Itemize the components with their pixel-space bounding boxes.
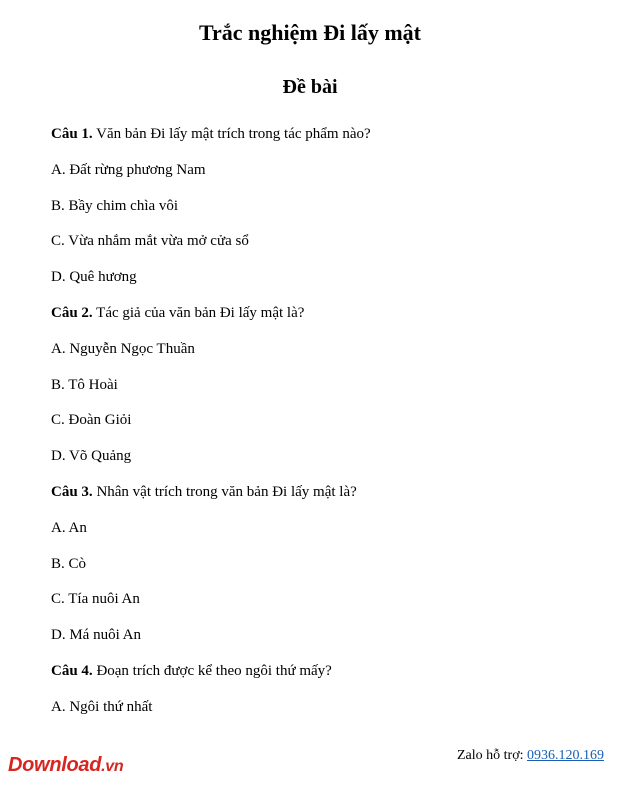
question-text: Đoạn trích được kể theo ngôi thứ mấy? <box>92 662 332 679</box>
option-3a: A. An <box>51 519 87 536</box>
question-list <box>51 124 601 733</box>
logo-tld-text: .vn <box>101 758 124 775</box>
question-2 <box>51 303 601 323</box>
option-1b: B. Bầy chim chìa vôi <box>51 197 179 214</box>
question-label: Câu 3. <box>51 483 93 500</box>
question-text: Tác giả của văn bản Đi lấy mật là? <box>92 304 305 321</box>
option-3d: D. Má nuôi An <box>51 627 141 644</box>
question-4 <box>51 661 601 681</box>
option-1c: C. Vừa nhắm mắt vừa mở cửa sổ <box>51 233 249 250</box>
option-2b: B. Tô Hoài <box>51 376 118 393</box>
option-1a: A. Đất rừng phương Nam <box>51 161 206 178</box>
option-1d: D. Quê hương <box>51 269 137 286</box>
question-text: Văn bản Đi lấy mật trích trong tác phẩm nào? <box>92 126 371 142</box>
question-1 <box>51 124 601 144</box>
question-label: Câu 2. <box>51 304 93 321</box>
option-2a: A. Nguyễn Ngọc Thuần <box>51 340 195 357</box>
question-text: Nhân vật trích trong văn bản Đi lấy mật là? <box>92 483 357 500</box>
option-4a: A. Ngôi thứ nhất <box>51 698 153 715</box>
question-label: Câu 1. <box>51 126 93 142</box>
question-3 <box>51 482 601 502</box>
logo-main-text: Download <box>8 754 102 776</box>
section-heading: Đề bài <box>282 76 338 98</box>
option-3c: C. Tía nuôi An <box>51 591 140 608</box>
zalo-support <box>457 746 604 766</box>
option-2d: D. Võ Quảng <box>51 448 132 465</box>
zalo-phone-link[interactable]: 0936.120.169 <box>527 748 604 763</box>
option-2c: C. Đoàn Giỏi <box>51 412 132 429</box>
zalo-label: Zalo hỗ trợ: <box>457 748 527 763</box>
page-title: Trắc nghiệm Đi lấy mật <box>198 20 421 45</box>
option-3b: B. Cò <box>51 555 87 572</box>
question-label: Câu 4. <box>51 662 93 679</box>
download-vn-logo[interactable] <box>8 752 123 780</box>
